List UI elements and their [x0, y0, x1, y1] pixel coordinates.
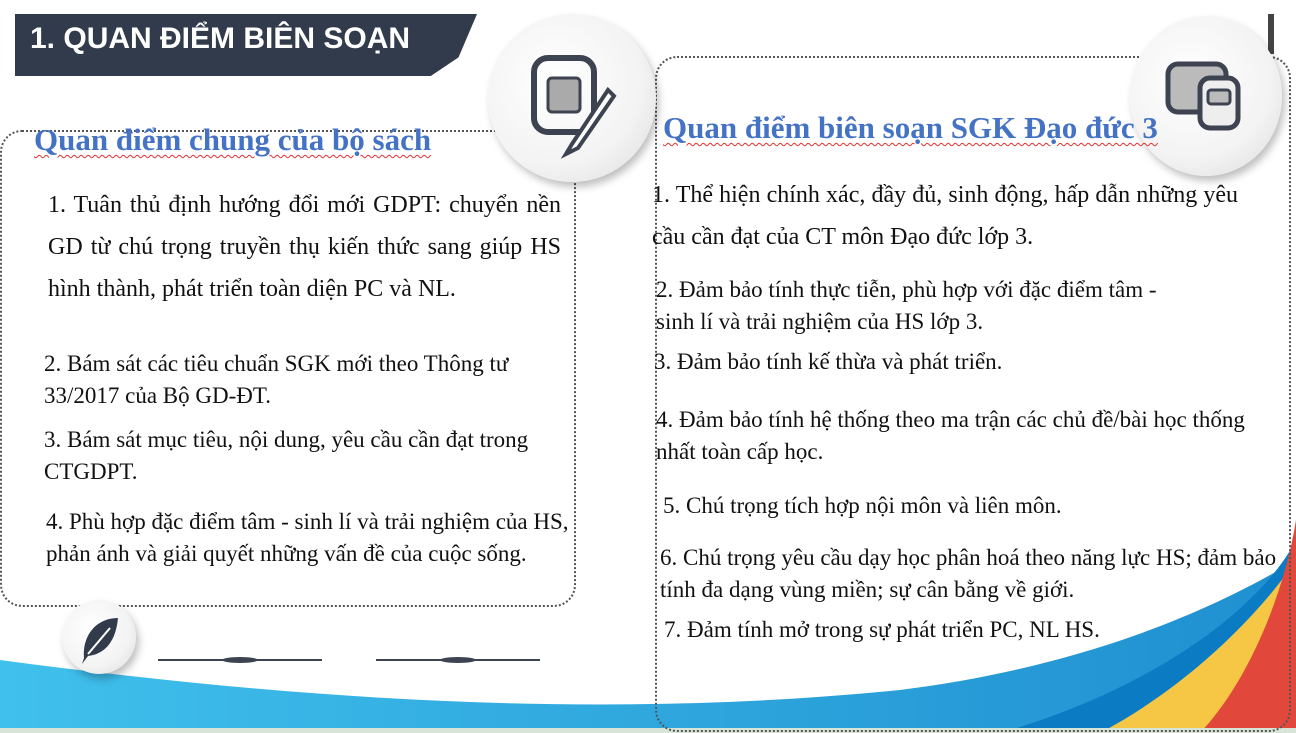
devices-icon-badge: [1130, 16, 1282, 176]
slide-title: 1. QUAN ĐIỂM BIÊN SOẠN: [30, 22, 411, 55]
right-item-5: 5. Chú trọng tích hợp nội môn và liên môn.: [663, 493, 1062, 518]
left-item-4: 4. Phù hợp đặc điểm tâm - sinh lí và trải nghiệm của HS, phản ánh và giải quyết những vấn đề của cuộc sống.: [46, 509, 569, 566]
right-item-1: 1. Thể hiện chính xác, đầy đủ, sinh động, hấp dẫn những yêu cầu cần đạt của CT môn Đạo đức lớp 3.: [652, 182, 1238, 250]
left-item-1: 1. Tuân thủ định hướng đổi mới GDPT: chuyển nền GD từ chú trọng truyền thụ kiến thức sang giúp HS hình thành, phát triển toàn diện PC và NL.: [48, 192, 561, 302]
right-item-7: 7. Đảm tính mở trong sự phát triển PC, NL HS.: [664, 617, 1100, 642]
right-item-3: 3. Đảm bảo tính kế thừa và phát triển.: [654, 349, 1003, 374]
right-item-2: 2. Đảm bảo tính thực tiễn, phù hợp với đặc điểm tâm - sinh lí và trải nghiệm của HS lớp 3.: [656, 277, 1157, 334]
left-panel-heading: Quan điểm chung của bộ sách: [34, 122, 432, 157]
right-item-6: 6. Chú trọng yêu cầu dạy học phân hoá theo năng lực HS; đảm bảo tính đa dạng vùng miền; sự cân bằng về giới.: [660, 545, 1277, 602]
right-item-4: 4. Đảm bảo tính hệ thống theo ma trận các chủ đề/bài học thống nhất toàn cấp học.: [656, 407, 1245, 464]
left-item-3: 3. Bám sát mục tiêu, nội dung, yêu cầu cần đạt trong CTGDPT.: [44, 427, 529, 484]
chip-pen-icon-badge: [488, 14, 656, 182]
devices-icon: [1130, 16, 1282, 176]
left-item-2: 2. Bám sát các tiêu chuẩn SGK mới theo Thông tư 33/2017 của Bộ GD-ĐT.: [44, 351, 509, 408]
leaf-icon: [62, 600, 136, 674]
chip-pen-icon: [488, 14, 656, 182]
right-panel-heading: Quan điểm biên soạn SGK Đạo đức 3: [663, 110, 1158, 145]
leaf-icon-badge: [62, 600, 136, 674]
decorative-dividers: [158, 652, 543, 668]
